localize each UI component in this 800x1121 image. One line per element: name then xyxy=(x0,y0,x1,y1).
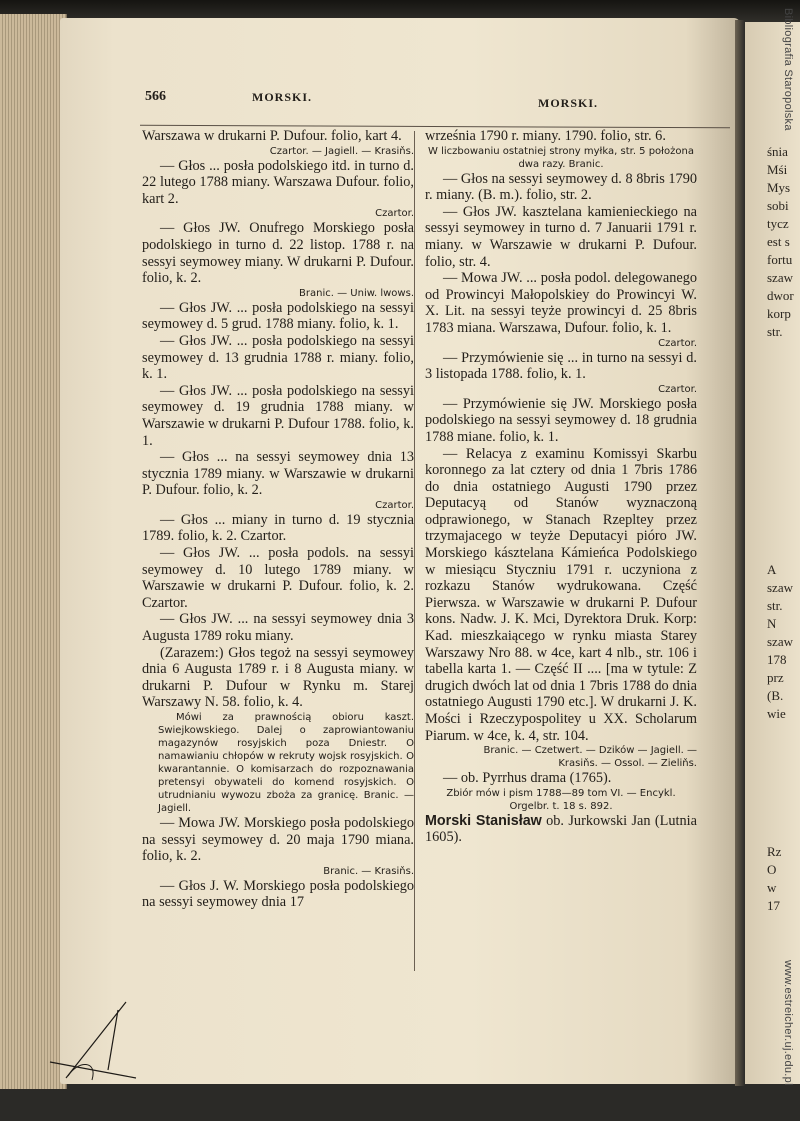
entry-heading-name: Morski Stanisław xyxy=(425,812,542,829)
entry-paragraph: — Głos JW. ... posła podolskiego na sessyi seymowey d. 13 grudnia 1788 r. miany. folio, k. 1. xyxy=(142,332,414,383)
side-label-top: Bibliografia Staropolska xyxy=(782,8,794,131)
page-number: 566 xyxy=(145,89,166,104)
library-sigla: Czartor. xyxy=(658,383,697,395)
entry-paragraph: — Przymówienie się JW. Morskiego posła podolskiego na sessyi seymowey d. 18 grudnia 1788 miane. folio, k. 1. xyxy=(425,395,697,445)
next-page-text: szaw xyxy=(767,270,793,285)
entry-paragraph: — Mowa JW. ... posła podol. delegowanego od Prowincyi Małopolskiey do Prowincyi W. X. Lit. na sessyi teyże prowincyi d. 25 8bris 1783 miana. Warszawa, Dufour. folio, k. 1. xyxy=(425,270,697,336)
entry-heading xyxy=(425,813,697,846)
entry-paragraph: (Zarazem:) Głos tegoż na sessyi seymowey dnia 6 Augusta 1789 r. i 8 Augusta miany. w drukarni P. Dufour w Rynku m. Starej Warszawy N. 58. folio, k. 4. xyxy=(142,644,414,711)
right-column xyxy=(425,128,697,846)
entry-paragraph: — Głos JW. Onufrego Morskiego posła podolskiego in turno d. 22 listop. 1788 r. na sessyi seymowey miany. W drukarni P. Dufour. folio, k. 2. xyxy=(142,220,414,287)
library-sigla: Branic. — Krasiňs. xyxy=(323,865,414,877)
library-sigla: Czartor. — Jagiell. — Krasiňs. xyxy=(269,145,414,157)
next-page-text: 17 xyxy=(767,898,780,913)
next-page-text: fortu xyxy=(767,252,793,267)
column-divider xyxy=(414,131,415,971)
entry-heading-text: ob. Jurkowski Jan (Lutnia 1605). xyxy=(425,812,697,846)
next-page-text: O xyxy=(767,862,777,877)
library-sigla: Branic. — Uniw. lwows. xyxy=(299,287,414,299)
entry-paragraph: września 1790 r. miany. 1790. folio, str. 6. xyxy=(425,128,666,144)
next-page-fragment xyxy=(745,22,800,1084)
next-page-text: Mśi xyxy=(767,162,788,177)
entry-paragraph: — Przymówienie się ... in turno na sessyi d. 3 listopada 1788. folio, k. 1. xyxy=(425,349,697,383)
next-page-text: szaw xyxy=(767,634,793,649)
entry-paragraph: — ob. Pyrrhus drama (1765). xyxy=(443,770,612,787)
entry-paragraph: — Głos JW. ... posła podolskiego na sessyi seymowey d. 19 grudnia 1788 miany. w Warszawie w drukarni P. Dufour 1788. folio, k. 1. xyxy=(142,382,414,449)
entry-paragraph: — Głos na sessyi seymowey d. 8 8bris 1790 r. miany. (B. m.). folio, str. 2. xyxy=(425,170,697,204)
left-column xyxy=(142,128,414,911)
entry-note: W liczbowaniu ostatniej strony myłka, str. 5 położona dwa razy. Branic. xyxy=(428,145,694,170)
entry-paragraph: — Głos JW. ... na sessyi seymowey dnia 3 Augusta 1789 roku miany. xyxy=(142,611,414,645)
next-page-text: prz xyxy=(767,670,784,685)
next-page-text: N xyxy=(767,616,777,631)
next-page-text: korp xyxy=(767,306,791,321)
next-page-text: w xyxy=(767,880,777,895)
next-page-text: 178 xyxy=(767,652,787,667)
next-page-text: wie xyxy=(767,706,786,721)
side-label-bottom: www.estreicher.uj.edu.pl xyxy=(782,960,794,1086)
next-page-text: Mys xyxy=(767,180,791,195)
next-page-text: est s xyxy=(767,234,790,249)
next-page-text: str. xyxy=(767,598,783,613)
entry-paragraph: — Głos JW. ... posła podolskiego na sessyi seymowey d. 5 grud. 1788 miany. folio, k. 1. xyxy=(142,299,414,333)
entry-note: Zbiór mów i pism 1788—89 tom VI. — Encykl. Orgelbr. t. 18 s. 892. xyxy=(446,787,676,812)
next-page-text: sobi xyxy=(767,198,789,213)
running-head-left: MORSKI. xyxy=(252,90,313,104)
entry-paragraph: — Głos J. W. Morskiego posła podolskiego na sessyi seymowey dnia 17 xyxy=(142,877,414,911)
next-page-text: szaw xyxy=(767,580,793,595)
next-page-text: Rz xyxy=(767,844,782,859)
next-page-text: śnia xyxy=(767,144,788,159)
entry-paragraph: — Głos ... miany in turno d. 19 stycznia 1789. folio, k. 2. Czartor. xyxy=(142,511,414,545)
library-sigla: Czartor. xyxy=(658,337,697,349)
next-page-text: A xyxy=(767,562,777,577)
entry-paragraph: — Mowa JW. Morskiego posła podolskiego na sessyi seymowey d. 20 maja 1790 miana. folio, k. 2. xyxy=(142,815,414,865)
entry-paragraph: Warszawa w drukarni P. Dufour. folio, kart 4. xyxy=(142,128,402,144)
next-page-text: (B. xyxy=(767,688,784,703)
next-page-text: str. xyxy=(767,324,783,339)
book-gutter xyxy=(735,20,745,1086)
running-head-right: MORSKI. xyxy=(538,96,599,110)
signature-mark-icon xyxy=(48,1000,138,1090)
next-page-text: dwor xyxy=(767,288,794,303)
library-sigla: Branic. — Czetwert. — Dzików — Jagiell. — Krasiňs. — Ossol. — Zieliňs. xyxy=(483,745,697,770)
library-sigla: Czartor. xyxy=(375,499,414,511)
entry-paragraph: — Głos ... na sessyi seymowey dnia 13 stycznia 1789 miany. w Warszawie w drukarni P. Dufour. folio, k. 2. xyxy=(142,449,414,499)
page-stack-edge xyxy=(0,14,67,1089)
entry-paragraph: — Głos JW. ... posła podols. na sessyi seymowey d. 10 lutego 1789 miany. w Warszawie w drukarni P. Dufour. folio, k. 2. Czartor. xyxy=(142,545,414,611)
entry-paragraph: — Relacya z examinu Komissyi Skarbu koronnego za lat cztery od dnia 1 7bris 1786 do dnia ostatniego Augusti 1790 przez Deputacyą od Stanów wyznaczoną odprawionego, w Stanach Rzepltey przez trzymajacego w teyże Deputacyi pióro JW. Morskiego kásztelana Kámieńca Podolskiego w miesiącu Styczniu 1791 r. uczyniona z rozkazu Stanów wydrukowana. Część Pierwsza. w Warszawie w drukarni P. Dufour kons. Nadw. J. K. Mci, Dyrektora Druk. Korp: Kad. mieszkaiącego w rynku miasta Starey Warszawy Nro 88. w 4ce, kart 4 nlb., str. 106 i tabella karta 1. — Część II .... [ma w tytule: Z drugich dwóch lat od dnia 1 7bris 1788 do dnia ostatniego Augusti 1790 etc.]. W drukarni J. K. Mości i Rzeczypospolitey u XX. Scholarum Piarum. w 4ce, k. 4, str. 104. xyxy=(425,445,697,744)
entry-paragraph: — Głos ... posła podolskiego itd. in turno d. 22 lutego 1788 miany. Warszawa Dufour. folio, kart 2. xyxy=(142,157,414,207)
next-page-text: tycz xyxy=(767,216,789,231)
library-sigla: Czartor. xyxy=(375,208,414,220)
entry-paragraph: — Głos JW. kasztelana kamienieckiego na sessyi seymowey in turno d. 7 Januarii 1791 r. miany. w Warszawie w drukarni P. Dufour. folio, str. 4. xyxy=(425,203,697,270)
entry-note: Mówi za prawnością obioru kaszt. Swiejkowskiego. Dalej o zaprowiantowaniu magazynów rosyjskich poza Dniestr. O namawianiu chłopów w rekruty wojsk rosyjskich. O kwarantannie. O komisarzach do rozpoznawania pretensyi obywateli do komend rosyjskich. O utrudnianiu wywozu zboża za granicę. Branic. — Jagiell. xyxy=(158,712,414,814)
